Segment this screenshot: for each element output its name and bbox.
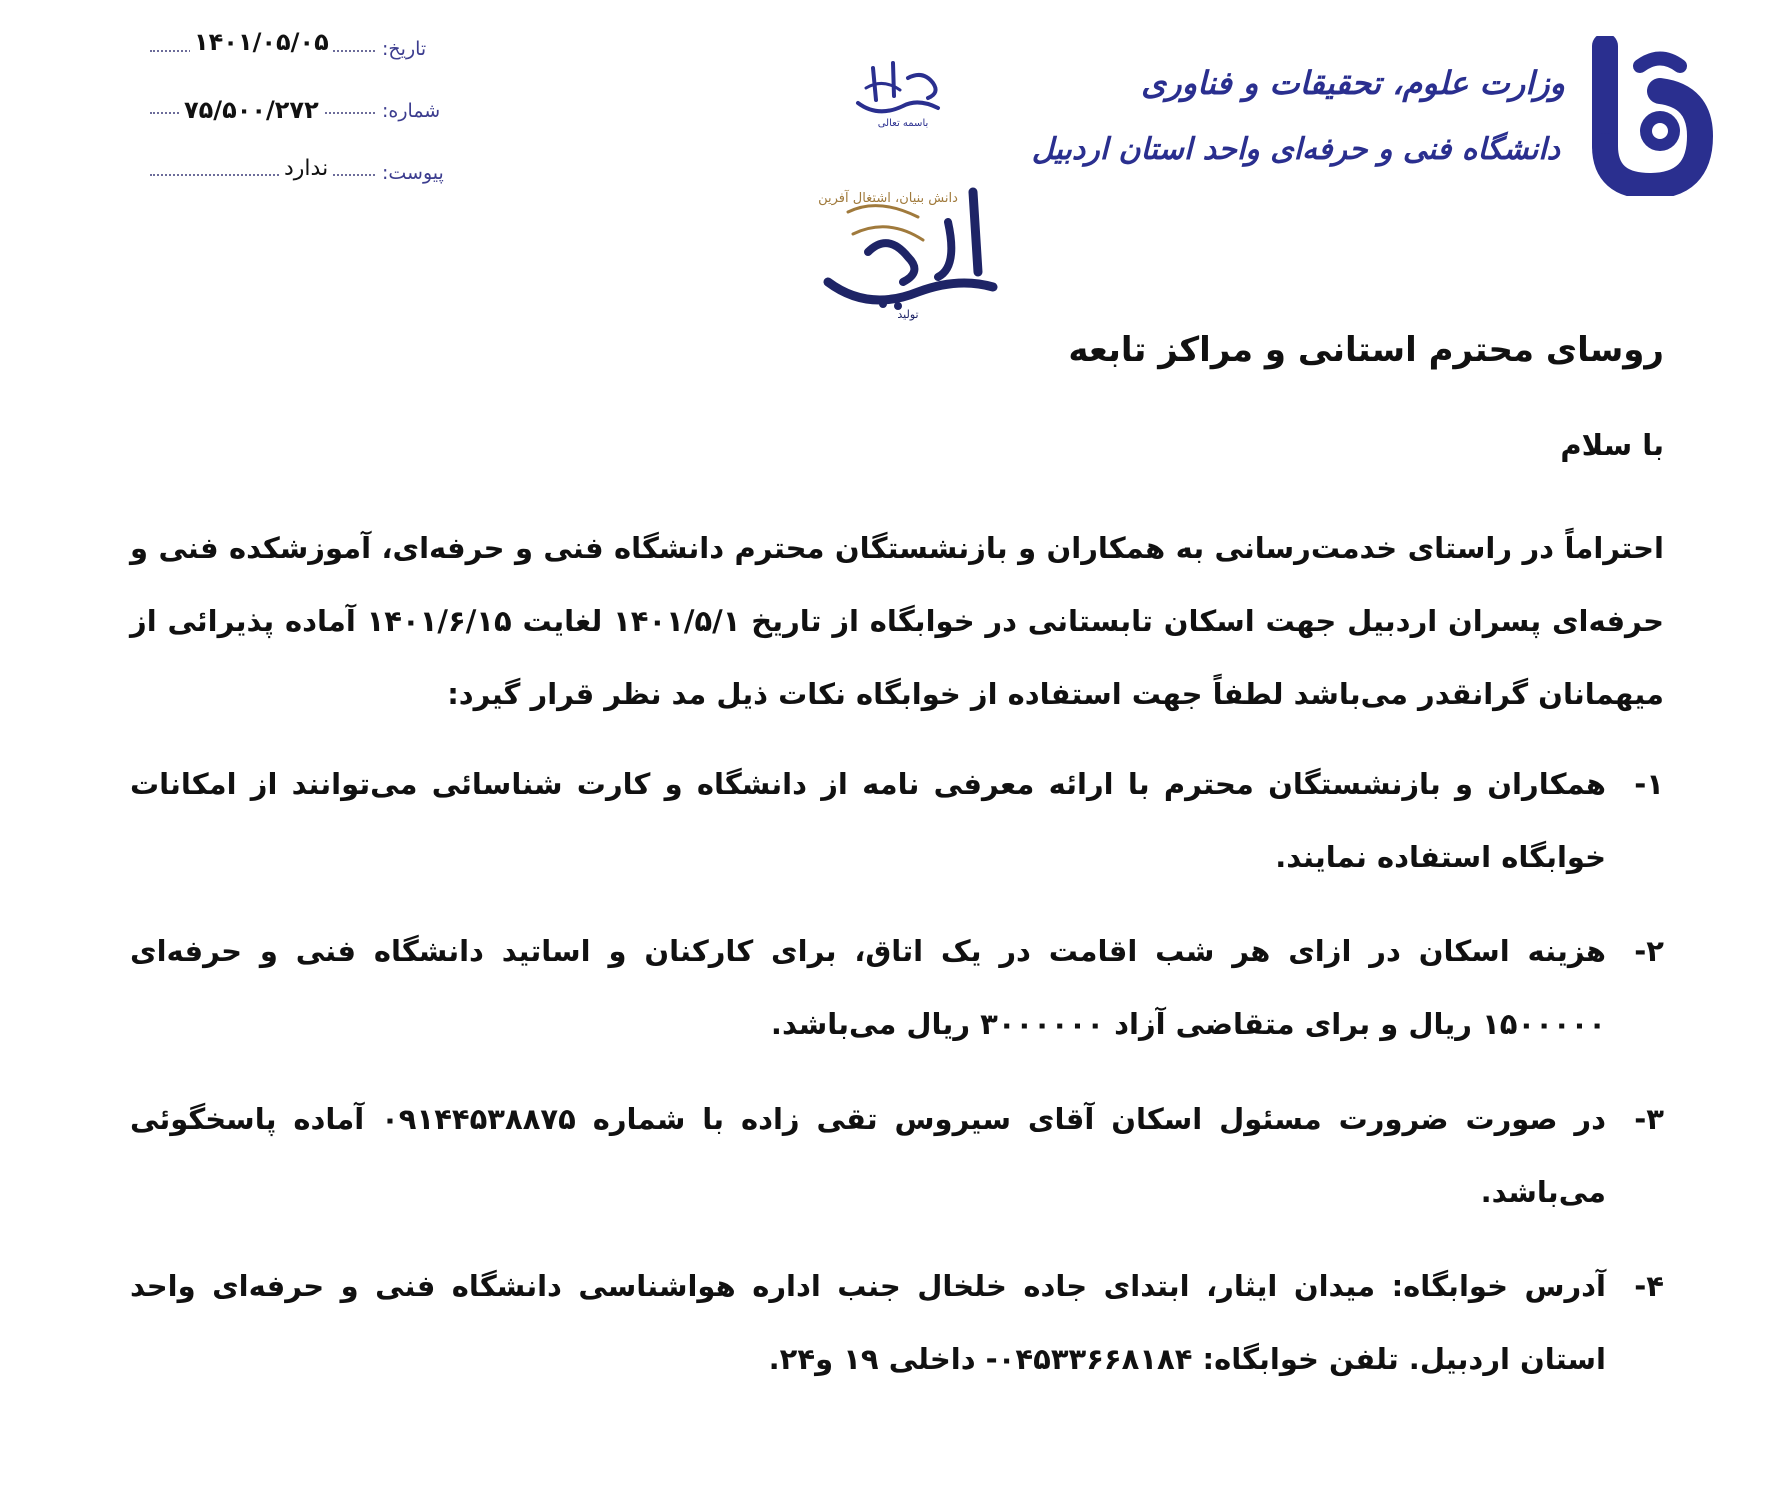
attachment-value: ندارد: [280, 156, 332, 181]
letter-greeting: با سلام: [1560, 428, 1664, 462]
list-item-number: ۴-: [1634, 1269, 1664, 1303]
number-row: [140, 92, 460, 154]
list-item-number: ۳-: [1634, 1102, 1664, 1136]
date-value: ۱۴۰۱/۰۵/۰۵: [190, 28, 333, 56]
list-item-number: ۲-: [1634, 934, 1664, 968]
list-item-text: آدرس خوابگاه: میدان ایثار، ابتدای جاده خلخال جنب اداره هواشناسی دانشگاه فنی و حرفه‌ای واحد استان اردبیل. تلفن خوابگاه: ۰۴۵۳۳۶۶۸۱۸۴- داخلی ۱۹ و۲۴.: [130, 1269, 1606, 1376]
number-value: ۷۵/۵۰۰/۲۷۲: [180, 96, 323, 124]
date-row: [140, 30, 460, 92]
organization-logo-block: [1031, 36, 1715, 196]
university-name: دانشگاه فنی و حرفه‌ای واحد استان اردبیل: [1031, 132, 1560, 167]
list-item: [130, 748, 1664, 894]
tolid-seal: [808, 172, 1008, 322]
university-logo-icon: [1565, 36, 1715, 196]
list-item-text: همکاران و بازنشستگان محترم با ارائه معرفی نامه از دانشگاه و کارت شناسائی می‌توانند از امکانات خوابگاه استفاده نمایند.: [130, 767, 1606, 874]
main-seal-text: تولید: [897, 308, 919, 321]
list-item: [130, 915, 1664, 1061]
list-item: [130, 1250, 1664, 1396]
ministry-name: وزارت علوم، تحقیقات و فناوری: [1141, 64, 1565, 102]
attachment-row: [140, 154, 460, 216]
number-label: شماره:: [382, 100, 441, 122]
list-item-number: ۱-: [1634, 767, 1664, 801]
letter-intro: احتراماً در راستای خدمت‌رسانی به همکاران و بازنشستگان محترم دانشگاه فنی و حرفه‌ای، آموزشکده فنی و حرفه‌ای پسران اردبیل جهت اسکان تابستانی در خوابگاه از تاریخ ۱۴۰۱/۵/۱ لغایت ۱۴۰۱/۶/۱۵ آماده پذیرائی از میهمانان گرانقدر می‌باشد لطفاً جهت استفاده از خوابگاه نکات ذیل مد نظر قرار گیرد:: [130, 531, 1664, 711]
date-label: تاریخ:: [382, 38, 427, 60]
main-seal-subtext: دانش بنیان، اشتغال آفرین: [818, 191, 958, 206]
top-seal-text: باسمه تعالی: [877, 118, 929, 128]
list-item: [130, 1083, 1664, 1229]
letter-addressee: روسای محترم استانی و مراکز تابعه: [1068, 330, 1664, 370]
list-item-text: در صورت ضرورت مسئول اسکان آقای سیروس تقی زاده با شماره ۰۹۱۴۴۵۳۸۸۷۵ آماده پاسخگوئی می‌باشد.: [130, 1102, 1607, 1209]
basmeh-taala-seal: [848, 48, 958, 128]
attachment-label: پیوست:: [382, 162, 444, 184]
letter-meta: [140, 30, 460, 216]
list-item-text: هزینه اسکان در ازای هر شب اقامت در یک اتاق، برای کارکنان و اساتید دانشگاه فنی و حرفه‌ای ۱۵۰۰۰۰۰ ریال و برای متقاضی آزاد ۳۰۰۰۰۰۰ ریال می‌باشد.: [130, 934, 1606, 1041]
attachment-dots: [150, 174, 375, 176]
